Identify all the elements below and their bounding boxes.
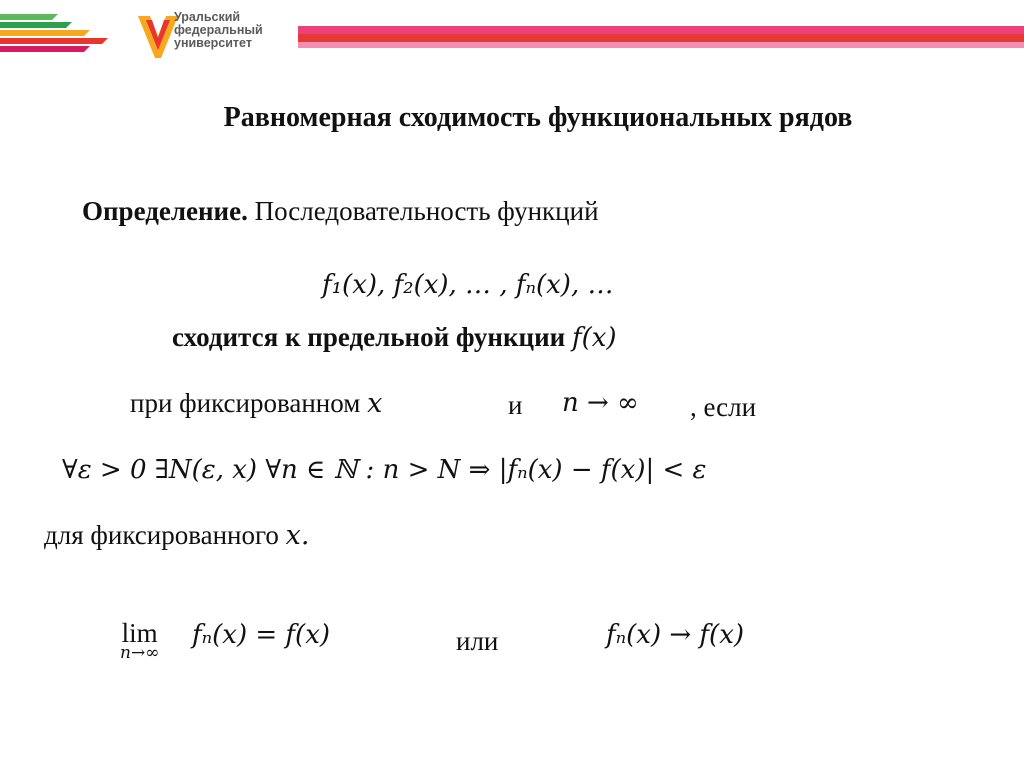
definition-line: [82, 196, 599, 227]
function-sequence: f₁(x), f₂(x), … , fₙ(x), …: [322, 270, 614, 300]
if-text: , если: [690, 392, 757, 422]
limit-function: f(x): [571, 323, 617, 353]
converges-text: сходится к предельной функции: [172, 322, 566, 352]
n-to-infinity: n → ∞: [562, 388, 639, 418]
converges-line: [172, 322, 617, 353]
left-stripes: [0, 14, 108, 52]
and-word: и: [508, 390, 523, 420]
fixed-var: x: [367, 388, 383, 419]
fixed-x-line: [130, 388, 382, 419]
university-name-line-2: федеральный: [174, 23, 263, 37]
limit-operator: [120, 618, 159, 663]
university-name-line-3: университет: [174, 36, 252, 50]
for-fixed-line: [44, 520, 309, 551]
university-name-line-1: Уральский: [174, 10, 241, 24]
limit-expression: fₙ(x) = f(x): [192, 620, 330, 650]
slide-title: Равномерная сходимость функциональных рядов: [223, 102, 853, 133]
lim-word: lim: [121, 618, 158, 648]
lim-subscript: n→∞: [120, 643, 160, 663]
convergence-condition: ∀ε > 0 ∃N(ε, x) ∀n ∈ ℕ : n > N ⇒ |fₙ(x) − f(x)| < ε: [62, 455, 707, 485]
arrow-expression: fₙ(x) → f(x): [606, 620, 744, 650]
definition-text: Последовательность функций: [254, 196, 599, 226]
definition-label: Определение.: [82, 196, 248, 226]
university-name: [174, 11, 263, 50]
fixed-text: при фиксированном: [130, 388, 361, 418]
for-fixed-text: для фиксированного: [44, 520, 279, 550]
right-stripes: [298, 26, 1024, 48]
or-word: или: [456, 626, 499, 656]
university-logo-icon: [138, 16, 178, 58]
header-bar: [0, 0, 1024, 70]
for-fixed-var: x.: [285, 520, 310, 551]
